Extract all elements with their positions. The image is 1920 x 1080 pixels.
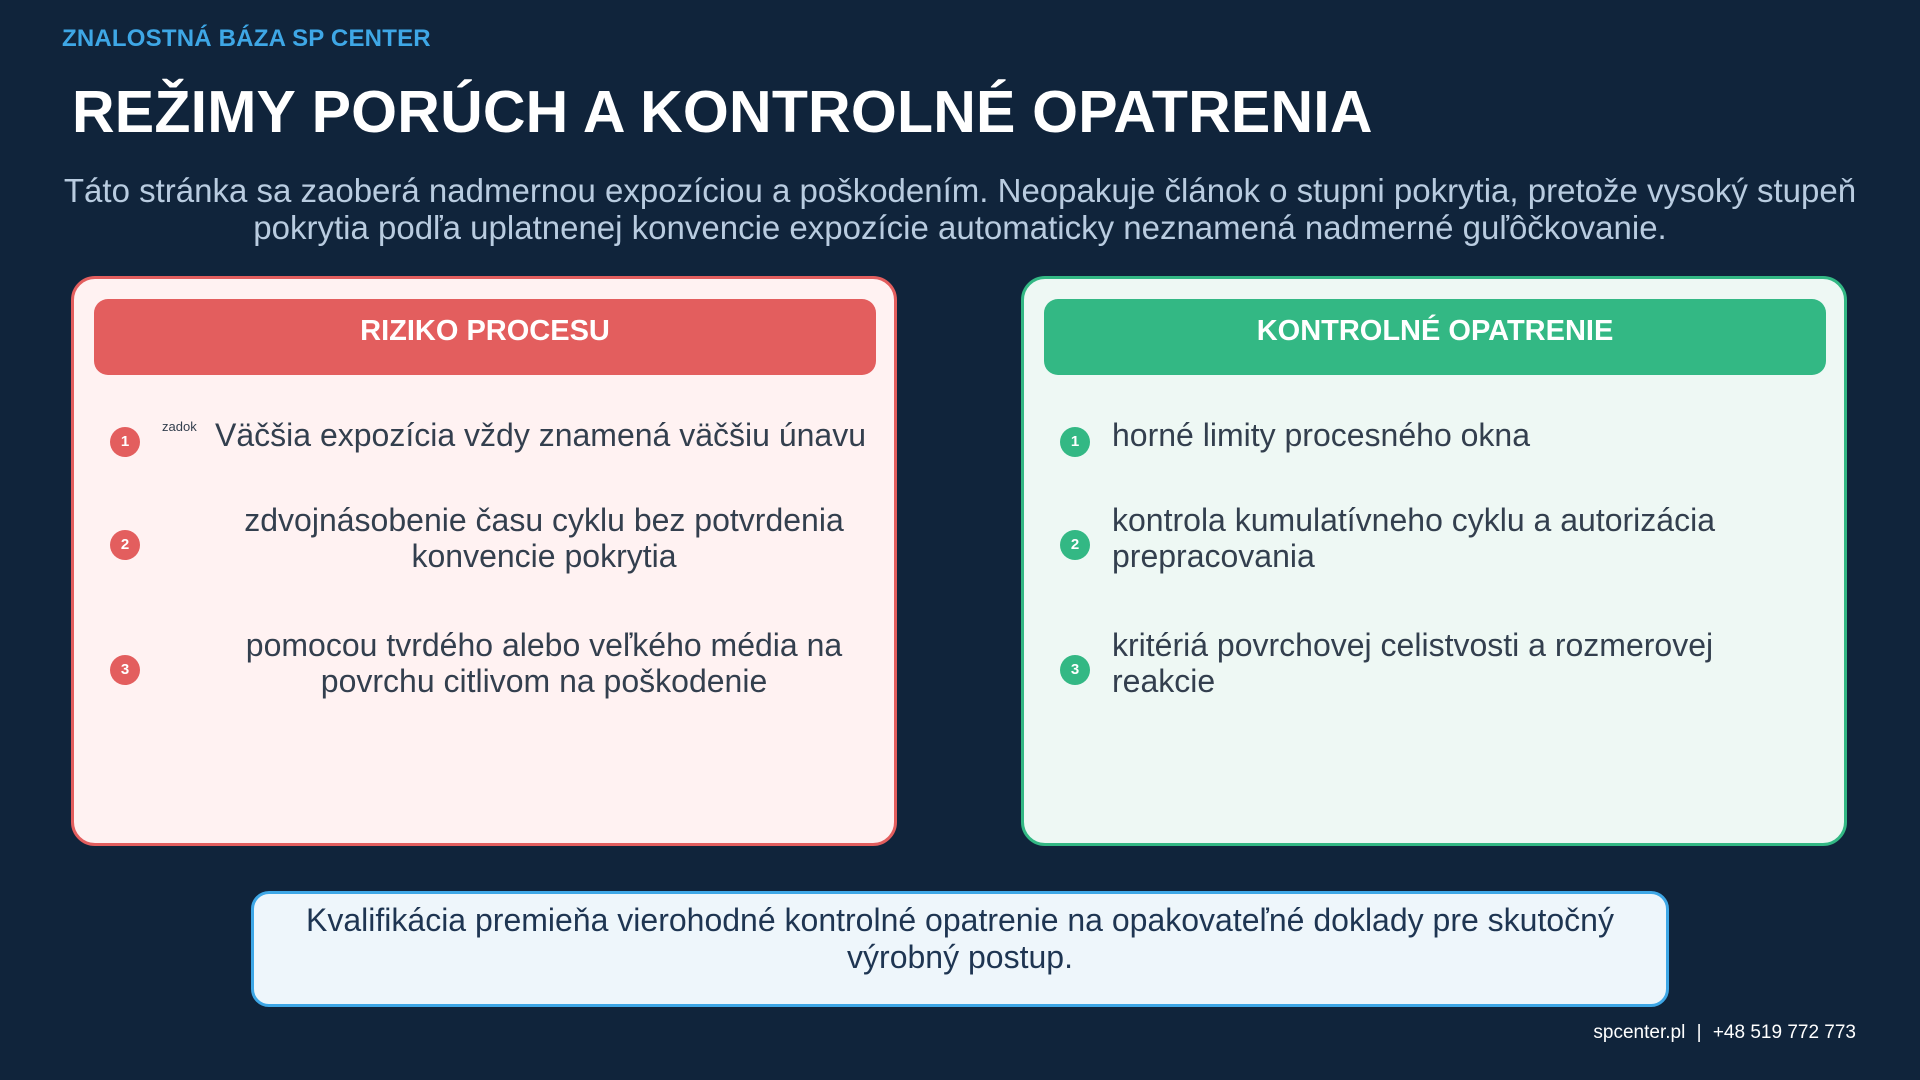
risk-item-text: zdvojnásobenie času cyklu bez potvrdenia konvencie pokrytia — [244, 502, 844, 574]
page-title: REŽIMY PORÚCH A KONTROLNÉ OPATRENIA — [72, 79, 1373, 145]
control-item — [1024, 627, 1844, 747]
control-item — [1024, 502, 1844, 622]
item-tag: zadok — [162, 419, 197, 434]
footer-separator: | — [1696, 1022, 1702, 1043]
risk-panel — [71, 276, 897, 846]
number-badge: 3 — [1060, 655, 1090, 685]
control-item — [1024, 399, 1844, 519]
risk-item-text: pomocou tvrdého alebo veľkého média na povrchu citlivom na poškodenie — [245, 627, 843, 699]
risk-item — [74, 627, 894, 747]
number-badge: 3 — [110, 655, 140, 685]
risk-item — [74, 502, 894, 622]
control-item-text: kontrola kumulatívneho cyklu a autorizácia prepracovania — [1112, 502, 1715, 574]
intro-paragraph: Táto stránka sa zaoberá nadmernou expozíciou a poškodením. Neopakuje článok o stupni pokrytia, pretože vysoký stupeň pokrytia podľa uplatnenej konvencie expozície automaticky neznamená nadmerné guľôčkovanie. — [63, 172, 1857, 246]
footer-website: spcenter.pl — [1593, 1022, 1686, 1043]
risk-panel-heading: RIZIKO PROCESU — [94, 299, 876, 375]
number-badge: 1 — [110, 427, 140, 457]
footer-phone: +48 519 772 773 — [1712, 1022, 1856, 1043]
kicker-label: ZNALOSTNÁ BÁZA SP CENTER — [62, 25, 431, 52]
control-panel — [1021, 276, 1847, 846]
control-item-text: kritériá povrchovej celistvosti a rozmerovej reakcie — [1112, 627, 1714, 699]
footer-contact — [1593, 1022, 1856, 1044]
number-badge: 2 — [110, 530, 140, 560]
control-panel-heading: KONTROLNÉ OPATRENIE — [1044, 299, 1826, 375]
risk-item — [74, 399, 894, 519]
number-badge: 1 — [1060, 427, 1090, 457]
control-item-text: horné limity procesného okna — [1112, 417, 1531, 453]
risk-item-text: Väčšia expozícia vždy znamená väčšiu únavu — [215, 417, 867, 453]
conclusion-callout — [251, 891, 1669, 1007]
number-badge: 2 — [1060, 530, 1090, 560]
callout-text: Kvalifikácia premieňa vierohodné kontrolné opatrenie na opakovateľné doklady pre skutočný výrobný postup. — [306, 902, 1614, 975]
